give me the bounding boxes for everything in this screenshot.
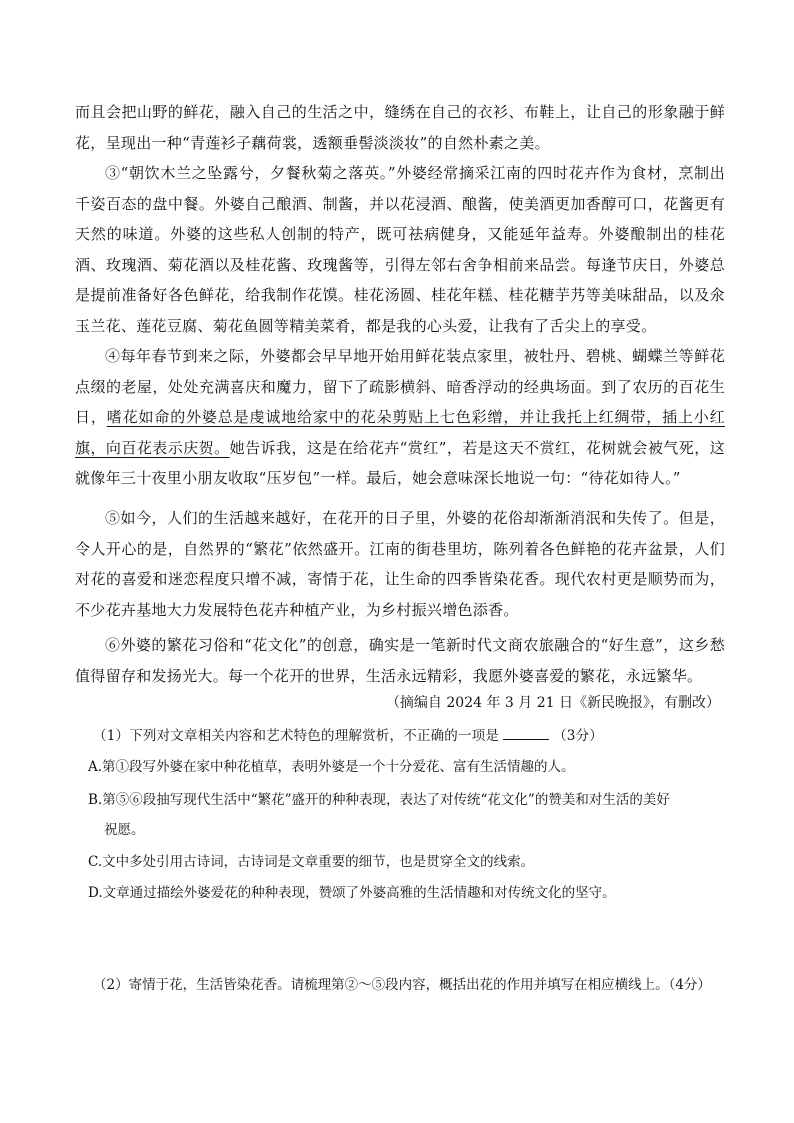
option-a[interactable]: A.第①段写外婆在家中种花植草，表明外婆是一个十分爱花、富有生活情趣的人。 xyxy=(88,759,575,775)
question-1-stem-text: （1）下列对文章相关内容和艺术特色的理解赏析，不正确的一项是 xyxy=(93,728,500,744)
source-citation: （摘编自 2024 年 3 月 21 日《新民晚报》，有删改） xyxy=(385,695,720,711)
paragraph-4 xyxy=(75,341,725,494)
paragraph-6: ⑥外婆的繁花习俗和“花文化”的创意，确实是一笔新时代文商农旅融合的“好生意”，这乡愁值得留存和发扬光大。每一个花开的世界，生活永远精彩，我愿外婆喜爱的繁花，永远繁华。 xyxy=(75,636,725,685)
question-1-stem xyxy=(93,721,733,751)
paragraph-4-text-b: 她告诉我，这是在给花卉“赏红”，若是这天不赏红，花树就会被气死，这就像年三十夜里小朋友收取“压岁包”一样。最后，她会意味深长地说一句：“待花如待人。” xyxy=(75,438,725,487)
paragraph-4-text-a: ④每年春节到来之际，外婆都会早早地开始用鲜花装点家里，被牡丹、碧桃、蝴蝶兰等鲜花点缀的老屋，处处充满喜庆和魔力，留下了疏影横斜、暗香浮动的经典场面。到了农历的百花生日， xyxy=(75,347,725,426)
option-b[interactable]: B.第⑤⑥段抽写现代生活中“繁花”盛开的种种表现，表达了对传统“花文化”的赞美和对生活的美好 xyxy=(88,792,670,808)
option-d[interactable]: D.文章通过描绘外婆爱花的种种表现，赞颂了外婆高雅的生活情趣和对传统文化的坚守。 xyxy=(88,885,616,901)
question-1-score: （3分） xyxy=(553,728,603,744)
question-2-stem: （2）寄情于花，生活皆染花香。请梳理第②～⑤段内容，概括出花的作用并填写在相应横线上。（4分） xyxy=(93,977,711,993)
paragraph-4-underlined-sentence: 嗜花如命的外婆总是虔诚地给家中的花朵剪贴上七色彩缯，并让我托上红绸带，插上小红旗，向百花表示庆贺。 xyxy=(75,408,725,457)
option-c[interactable]: C.文中多处引用古诗词，古诗词是文章重要的细节，也是贯穿全文的线索。 xyxy=(88,854,535,870)
answer-blank[interactable] xyxy=(503,725,549,740)
paragraph-3: ③“朝饮木兰之坠露兮，夕餐秋菊之落英。”外婆经常摘采江南的四时花卉作为食材，烹制出千姿百态的盘中餐。外婆自己酿酒、制酱，并以花浸酒、酿酱，使美酒更加香醇可口，花酱更有天然的味道。外婆的这些私人创制的特产，既可祛病健身，又能延年益寿。外婆酿制出的桂花酒、玫瑰酒、菊花酒以及桂花酱、玫瑰酱等，引得左邻右舍争相前来品尝。每逢节庆日，外婆总是提前准备好各色鲜花，给我制作花馍。桂花汤圆、桂花年糕、桂花糖芋艿等美味甜品，以及氽玉兰花、莲花豆腐、菊花鱼圆等精美菜肴，都是我的心头爱，让我有了舌尖上的享受。 xyxy=(75,164,725,335)
paragraph-2-continued: 而且会把山野的鲜花，融入自己的生活之中，缝绣在自己的衣衫、布鞋上，让自己的形象融于鲜花，呈现出一种“青莲衫子藕荷裳，透额垂髻淡淡妆”的自然朴素之美。 xyxy=(75,103,725,152)
paragraph-5: ⑤如今，人们的生活越来越好，在花开的日子里，外婆的花俗却渐渐消泯和失传了。但是，令人开心的是，自然界的“繁花”依然盛开。江南的街巷里坊，陈列着各色鲜艳的花卉盆景，人们对花的喜爱和迷恋程度只增不减，寄情于花，让生命的四季皆染花香。现代农村更是顺势而为，不少花卉基地大力发展特色花卉种植产业，为乡村振兴增色添香。 xyxy=(75,509,725,619)
option-b-continued: 祝愿。 xyxy=(104,822,145,838)
